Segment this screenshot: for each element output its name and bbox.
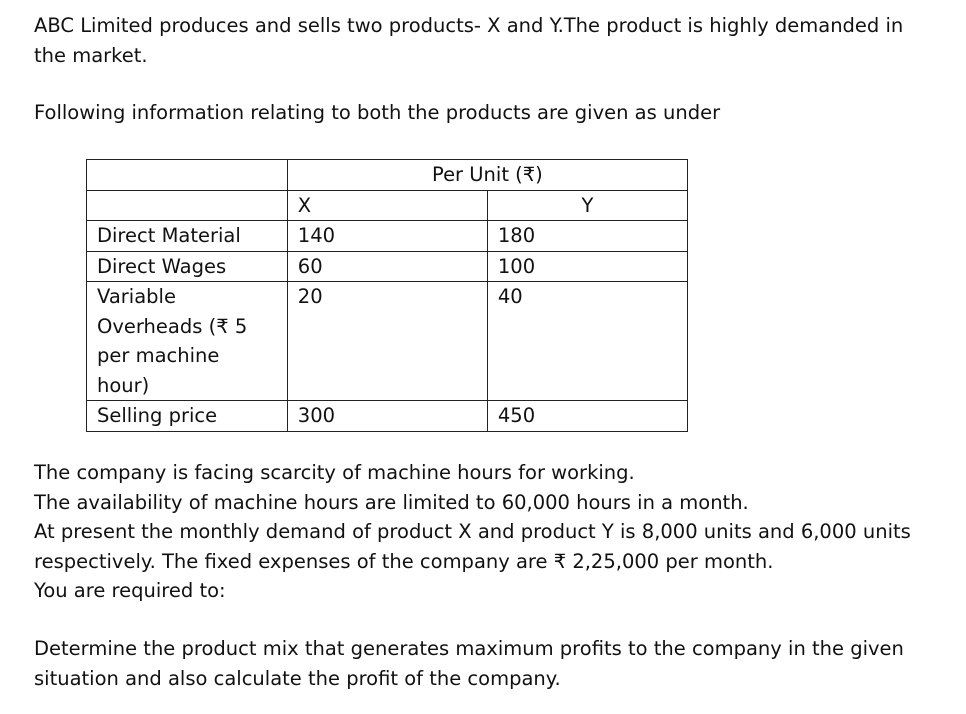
table-row <box>87 282 688 401</box>
variable-overheads-line-1: Variable <box>97 285 176 308</box>
column-header-y: Y <box>487 190 687 221</box>
conditions-line-2: The availability of machine hours are limited to 60,000 hours in a month. <box>34 490 749 514</box>
column-header-x: X <box>287 190 487 221</box>
row-label-direct-wages: Direct Wages <box>87 251 288 282</box>
variable-overheads-line-2: Overheads (₹ 5 <box>97 314 248 338</box>
table-header-row-group <box>87 160 688 191</box>
table-corner-cell <box>87 160 288 191</box>
question-paragraph <box>34 634 904 693</box>
conditions-line-3: At present the monthly demand of product X and product Y is 8,000 units and 6,000 units <box>34 520 911 543</box>
question-line-2: situation and also calculate the profit of the company. <box>34 666 561 690</box>
intro-line-2: the market. <box>34 43 148 67</box>
following-paragraph <box>34 98 720 128</box>
cell-x-direct-wages: 60 <box>287 251 487 282</box>
table-row <box>87 221 688 252</box>
row-label-direct-material: Direct Material <box>87 221 288 252</box>
conditions-line-5: You are required to: <box>34 579 226 602</box>
variable-overheads-line-3: per machine <box>97 344 220 367</box>
row-label-variable-overheads <box>87 282 288 401</box>
cell-y-direct-material: 180 <box>487 221 687 252</box>
conditions-line-1: The company is facing scarcity of machine hours for working. <box>34 461 635 484</box>
cell-y-variable-overheads: 40 <box>487 282 687 401</box>
intro-line-1: ABC Limited produces and sells two products- X and Y.The product is highly demanded in <box>34 14 904 37</box>
variable-overheads-line-4: hour) <box>97 373 150 397</box>
table-row <box>87 401 688 432</box>
cell-x-direct-material: 140 <box>287 221 487 252</box>
conditions-paragraph <box>34 458 911 606</box>
cell-y-selling-price: 450 <box>487 401 687 432</box>
cell-x-selling-price: 300 <box>287 401 487 432</box>
following-text: Following information relating to both the products are given as under <box>34 101 721 124</box>
table-header-empty-cell <box>87 190 288 221</box>
row-label-selling-price: Selling price <box>87 401 288 432</box>
cell-x-variable-overheads: 20 <box>287 282 487 401</box>
conditions-line-4: respectively. The fixed expenses of the company are ₹ 2,25,000 per month. <box>34 549 774 573</box>
table-header-row-products <box>87 190 688 221</box>
table-row <box>87 251 688 282</box>
per-unit-header: Per Unit (₹) <box>287 160 687 191</box>
cost-table <box>86 159 688 432</box>
question-line-1: Determine the product mix that generates maximum profits to the company in the given <box>34 637 904 660</box>
cell-y-direct-wages: 100 <box>487 251 687 282</box>
intro-paragraph <box>34 11 903 70</box>
